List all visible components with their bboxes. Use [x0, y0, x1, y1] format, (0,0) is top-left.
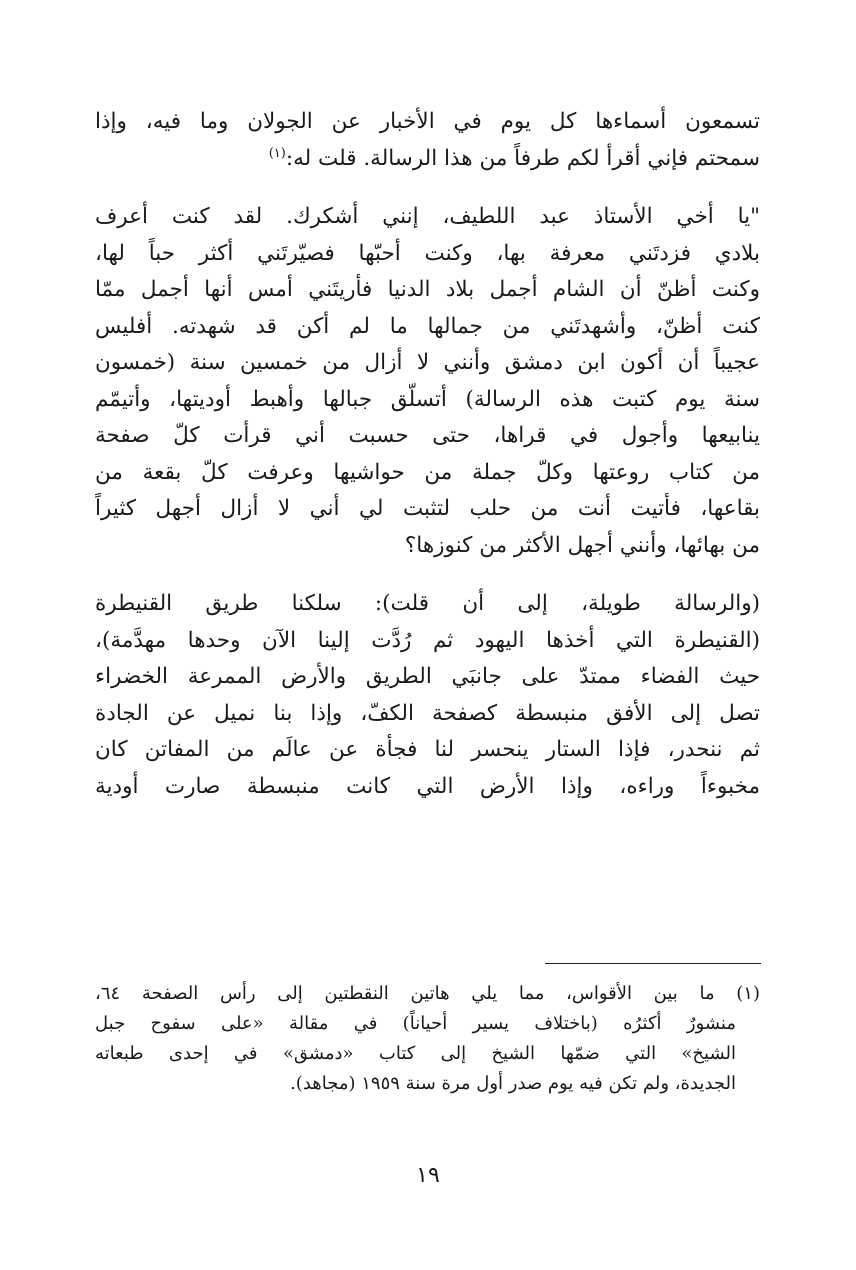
footnote-line: منشورٌ أكثرُه (باختلاف يسير أحياناً) في مقالة «على سفوح جبل — [95, 1013, 736, 1034]
text-line: تصل إلى الأفق منبسطة كصفحة الكفّ، وإذا بنا نميل عن الجادة — [95, 700, 760, 726]
paragraph-1 — [95, 104, 760, 177]
text-line: تسمعون أسماءها كل يوم في الأخبار عن الجولان وما فيه، وإذا — [95, 109, 760, 134]
text-line: من كتاب روعتها وكلّ جملة من حواشيها وعرفت كلّ بقعة من — [95, 459, 760, 485]
book-page-body — [95, 104, 760, 827]
text-line: ينابيعها وأجول في قراها، حتى حسبت أني قرأت كلّ صفحة — [95, 423, 760, 448]
text-line: وكنت أظنّ أن الشام أجمل بلاد الدنيا فأريتَني أمس أنها أجمل ممّا — [95, 277, 760, 302]
text-line: سنة يوم كتبت هذه الرسالة) أتسلّق جبالها وأهبط أوديتها، وأتيمّم — [95, 386, 760, 412]
footnote-reference: (١) — [268, 145, 286, 161]
footnote-line: الشيخ» التي ضمّها الشيخ إلى كتاب «دمشق» في إحدى طبعاته — [95, 1043, 736, 1064]
text-line: "يا أخي الأستاذ عبد اللطيف، إنني أشكرك. لقد كنت أعرف — [95, 204, 760, 229]
text-line: بلادي فزدتَني معرفة بها، وكنت أحبّها فصيّرتَني أكثر حباً لها، — [95, 240, 760, 266]
text-line: (والرسالة طويلة، إلى أن قلت): سلكنا طريق القنيطرة — [95, 591, 760, 616]
text-line: بقاعها، فأتيت أنت من حلب لتثبت لي أني لا أزال أجهل كثيراً — [95, 496, 760, 521]
footnote-line: الجديدة، ولم تكن فيه يوم صدر أول مرة سنة ١٩٥٩ (مجاهد). — [290, 1073, 736, 1094]
text-line: (القنيطرة التي أخذها اليهود ثم رُدَّت إلينا الآن وحدها مهدَّمة)، — [95, 627, 760, 653]
footnote-separator — [545, 963, 761, 964]
paragraph-2 — [95, 199, 760, 564]
footnote-line: (١) ما بين الأقواس، مما يلي هاتين النقطتين إلى رأس الصفحة ٦٤، — [95, 983, 760, 1004]
paragraph-3 — [95, 586, 760, 805]
text-line: مخبوءاً وراءه، وإذا الأرض التي كانت منبسطة صارت أودية — [95, 773, 760, 799]
text-line-with-footnote — [95, 141, 760, 178]
page-number: ١٩ — [416, 1163, 440, 1188]
text-line: ثم ننحدر، فإذا الستار ينحسر لنا فجأة عن عالَم من المفاتن كان — [95, 737, 760, 762]
text-line: حيث الفضاء ممتدّ على جانبَي الطريق والأرض الممرعة الخضراء — [95, 664, 760, 689]
text-line: سمحتم فإني أقرأ لكم طرفاً من هذا الرسالة. قلت له: — [285, 145, 760, 171]
text-line: من بهائها، وأنني أجهل الأكثر من كنوزها؟ — [404, 532, 760, 558]
footnote — [95, 979, 760, 1099]
text-line: كنت أظنّ، وأشهدتَني من جمالها ما لم أكن قد شهدته. أفليس — [95, 313, 760, 339]
text-line: عجيباً أن أكون ابن دمشق وأنني لا أزال من خمسين سنة (خمسون — [95, 350, 760, 375]
